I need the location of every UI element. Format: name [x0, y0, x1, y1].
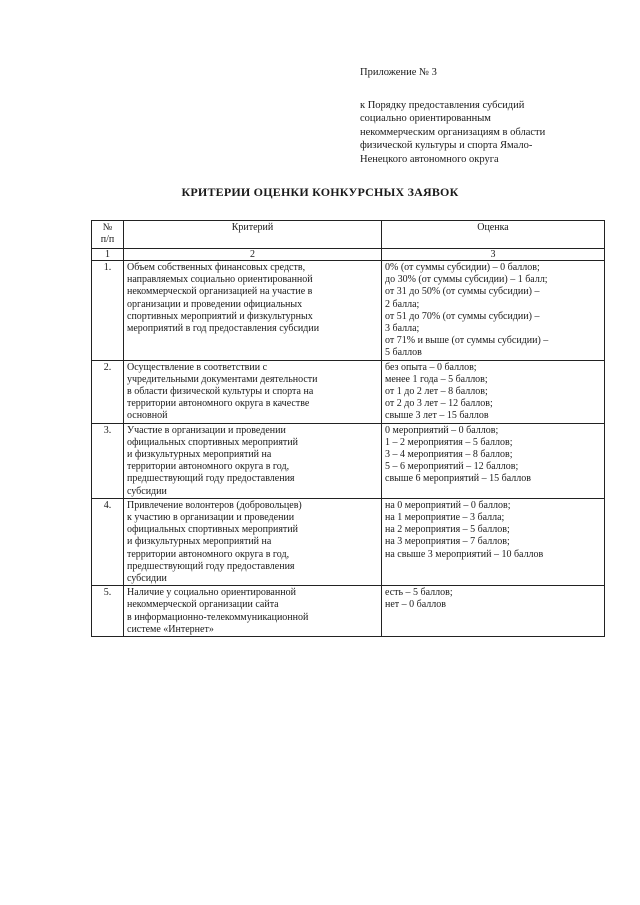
- criterion-line: территории автономного округа в качестве: [127, 398, 310, 410]
- score-line: от 1 до 2 лет – 8 баллов;: [385, 386, 488, 398]
- score-line: 0% (от суммы субсидии) – 0 баллов;: [385, 262, 540, 273]
- criterion-line: официальных спортивных мероприятий: [127, 436, 298, 448]
- score-line: от 2 до 3 лет – 12 баллов;: [385, 398, 493, 410]
- criterion-cell: [124, 498, 382, 585]
- score-line: 5 баллов: [385, 347, 422, 359]
- score-line: от 51 до 70% (от суммы субсидии) –: [385, 310, 540, 322]
- criterion-cell: [124, 586, 382, 637]
- appendix-reference: [360, 99, 610, 167]
- score-line: 0 мероприятий – 0 баллов;: [385, 424, 499, 436]
- criterion-line: к участию в организации и проведении: [127, 512, 295, 524]
- criterion-line: мероприятий в год предоставления субсидии: [127, 323, 320, 335]
- row-number: 4.: [92, 498, 124, 585]
- criteria-table: [91, 220, 605, 637]
- criterion-cell: [124, 423, 382, 498]
- score-line: до 30% (от суммы субсидии) – 1 балл;: [385, 274, 548, 286]
- header-num-symbol: №: [102, 222, 113, 233]
- score-cell: [382, 586, 605, 637]
- column-index-row: [92, 249, 605, 261]
- score-cell: [382, 261, 605, 361]
- appendix-line: физической культуры и спорта Ямало-: [360, 140, 533, 151]
- header-num-cell: [92, 221, 124, 249]
- criterion-line: некоммерческой организацией на участие в: [127, 286, 313, 298]
- table-row: [92, 586, 605, 637]
- score-line: на свыше 3 мероприятий – 10 баллов: [385, 548, 544, 560]
- criterion-line: Осуществление в соответствии с: [127, 361, 268, 373]
- row-number: 5.: [92, 586, 124, 637]
- appendix-line: Ненецкого автономного округа: [360, 153, 499, 165]
- score-line: нет – 0 баллов: [385, 599, 446, 611]
- table-row: [92, 498, 605, 585]
- score-line: 3 балла;: [385, 323, 420, 335]
- criterion-line: спортивных мероприятий и физкультурных: [127, 310, 313, 322]
- criterion-line: в области физической культуры и спорта на: [127, 386, 314, 398]
- appendix-line: к Порядку предоставления субсидий: [360, 99, 525, 111]
- score-line: от 71% и выше (от суммы субсидии) –: [385, 335, 549, 347]
- criterion-line: Привлечение волонтеров (добровольцев): [127, 499, 302, 511]
- score-cell: [382, 498, 605, 585]
- criterion-line: территории автономного округа в год,: [127, 548, 290, 560]
- score-line: свыше 3 лет – 15 баллов: [385, 410, 489, 422]
- header-criterion-cell: Критерий: [124, 221, 382, 249]
- criterion-line: официальных спортивных мероприятий: [127, 524, 298, 536]
- appendix-number: Приложение № 3: [360, 67, 437, 78]
- column-index-cell: 1: [92, 249, 124, 261]
- score-cell: [382, 423, 605, 498]
- appendix-block: [360, 66, 610, 166]
- score-line: от 31 до 50% (от суммы субсидии) –: [385, 286, 540, 298]
- criterion-line: и физкультурных мероприятий на: [127, 536, 272, 548]
- score-line: 1 – 2 мероприятия – 5 баллов;: [385, 436, 513, 448]
- column-index-cell: 2: [124, 249, 382, 261]
- appendix-line: некоммерческим организациям в области: [360, 126, 546, 138]
- criterion-line: Наличие у социально ориентированной: [127, 587, 296, 599]
- document-title: КРИТЕРИИ ОЦЕНКИ КОНКУРСНЫХ ЗАЯВОК: [181, 185, 459, 199]
- score-line: на 0 мероприятий – 0 баллов;: [385, 499, 511, 511]
- table-row: [92, 261, 605, 361]
- score-line: на 1 мероприятие – 3 балла;: [385, 512, 505, 524]
- criterion-line: основной: [127, 410, 168, 422]
- score-line: 3 – 4 мероприятия – 8 баллов;: [385, 449, 513, 461]
- criterion-line: Объем собственных финансовых средств,: [127, 262, 306, 273]
- column-index-cell: 3: [382, 249, 605, 261]
- criterion-line: Участие в организации и проведении: [127, 424, 286, 436]
- score-line: менее 1 года – 5 баллов;: [385, 373, 488, 385]
- criterion-cell: [124, 261, 382, 361]
- score-cell: [382, 360, 605, 423]
- criterion-line: и физкультурных мероприятий на: [127, 449, 272, 461]
- row-number: 1.: [92, 261, 124, 361]
- criterion-line: предшествующий году предоставления: [127, 473, 295, 485]
- score-line: без опыта – 0 баллов;: [385, 361, 477, 373]
- score-line: свыше 6 мероприятий – 15 баллов: [385, 473, 531, 485]
- score-line: на 3 мероприятия – 7 баллов;: [385, 536, 510, 548]
- criterion-line: системе «Интернет»: [127, 623, 214, 635]
- criterion-line: учредительными документами деятельности: [127, 373, 318, 385]
- header-score-cell: Оценка: [382, 221, 605, 249]
- table-row: [92, 360, 605, 423]
- header-num-abbr: п/п: [100, 234, 115, 246]
- row-number: 3.: [92, 423, 124, 498]
- score-line: 5 – 6 мероприятий – 12 баллов;: [385, 461, 519, 473]
- criterion-line: предшествующий году предоставления: [127, 560, 295, 572]
- criterion-cell: [124, 360, 382, 423]
- score-line: есть – 5 баллов;: [385, 587, 453, 599]
- criterion-line: некоммерческой организации сайта: [127, 599, 279, 611]
- criterion-line: в информационно-телекоммуникационной: [127, 611, 309, 623]
- criterion-line: субсидии: [127, 573, 167, 585]
- appendix-line: социально ориентированным: [360, 113, 491, 124]
- criterion-line: территории автономного округа в год,: [127, 461, 290, 473]
- table-row: [92, 423, 605, 498]
- score-line: 2 балла;: [385, 298, 420, 310]
- criterion-line: организации и проведении официальных: [127, 298, 303, 310]
- criterion-line: направляемых социально ориентированной: [127, 274, 313, 286]
- score-line: на 2 мероприятия – 5 баллов;: [385, 524, 510, 536]
- criterion-line: субсидии: [127, 485, 167, 497]
- row-number: 2.: [92, 360, 124, 423]
- table-header-row: [92, 221, 605, 249]
